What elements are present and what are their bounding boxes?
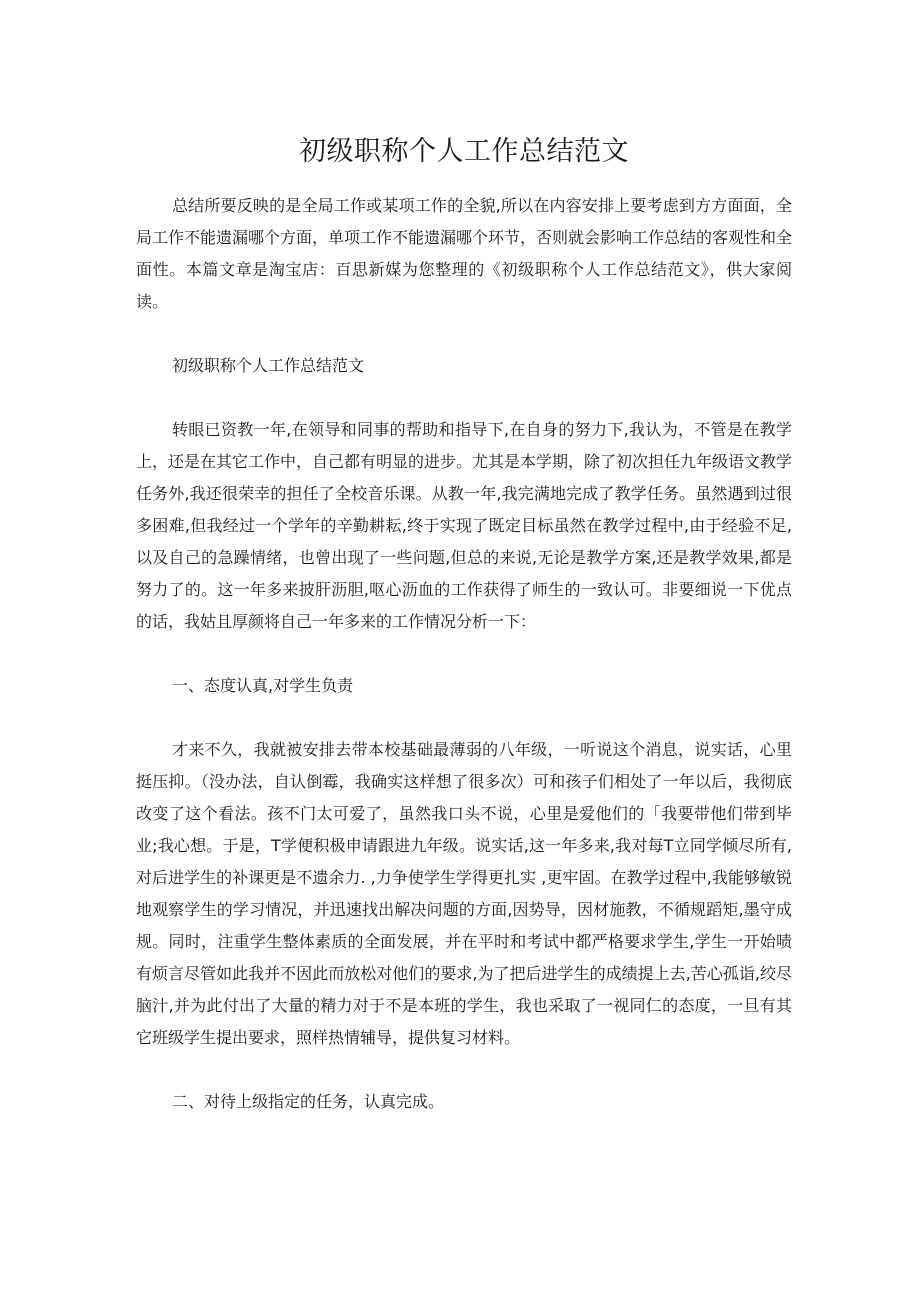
section-heading-2: 二、对待上级指定的任务，认真完成。 xyxy=(172,1092,445,1111)
document-title: 初级职称个人工作总结范文 xyxy=(299,136,629,167)
document-page xyxy=(136,132,792,1118)
body-paragraph-2: 才来不久，我就被安排去带本校基础最薄弱的八年级，一听说这个消息，说实话，心里挺压抑。（没办法，自认倒霉，我确实这样想了很多次）可和孩子们相处了一年以后，我彻底改变了这个看法。孩不门太可爱了，虽然我口头不说，心里是爱他们的「我要带他们带到毕业;我心想。于是，T学便积极申请跟进九年级。说实话,这一年多来,我对每T立同学倾尽所有,对后进学生的补课更是不遗余力. ,力争使学生学得更扎实 ,更牢固。在教学过程中,我能够敏锐地观察学生的学习情况，并迅速找出解决问题的方面,因势导，因材施教，不循规蹈矩,墨守成规。同时，注重学生整体素质的全面发展，并在平时和考试中都严格要求学生,学生一开始啧有烦言尽管如此我并不因此而放松对他们的要求,为了把后进学生的成绩提上去,苦心孤诣,绞尽脑汁,并为此付出了大量的精力对于不是本班的学生，我也采取了一视同仁的态度，一旦有其它班级学生提出要求，照样热情辅导，提供复习材料。 xyxy=(136,740,792,1047)
section-heading-1: 一、态度认真,对学生负责 xyxy=(172,676,354,695)
intro-paragraph: 总结所要反映的是全局工作或某项工作的全貌,所以在内容安排上要考虑到方方面面，全局工作不能遗漏哪个方面，单项工作不能遗漏哪个环节，否则就会影响工作总结的客观性和全面性。本篇文章是淘宝店：百思新媒为您整理的《初级职称个人工作总结范文》，供大家阅读。 xyxy=(136,196,793,311)
document-subtitle: 初级职称个人工作总结范文 xyxy=(172,356,365,375)
body-paragraph-1: 转眼已资教一年,在领导和同事的帮助和指导下,在自身的努力下,我认为，不管是在教学上，还是在其它工作中，自己都有明显的进步。尤其是本学期，除了初次担任九年级语文教学任务外,我还很荣幸的担任了全校音乐课。从教一年,我完满地完成了教学任务。虽然遇到过很多困难,但我经过一个学年的辛勤耕耘,终于实现了既定目标虽然在教学过程中,由于经验不足,以及自己的急躁情绪，也曾出现了一些问题,但总的来说,无论是教学方案,还是教学效果,都是努力了的。这一年多来披肝沥胆,呕心沥血的工作获得了师生的一致认可。非要细说一下优点的话，我姑且厚颜将自己一年多来的工作情况分析一下： xyxy=(136,420,793,631)
